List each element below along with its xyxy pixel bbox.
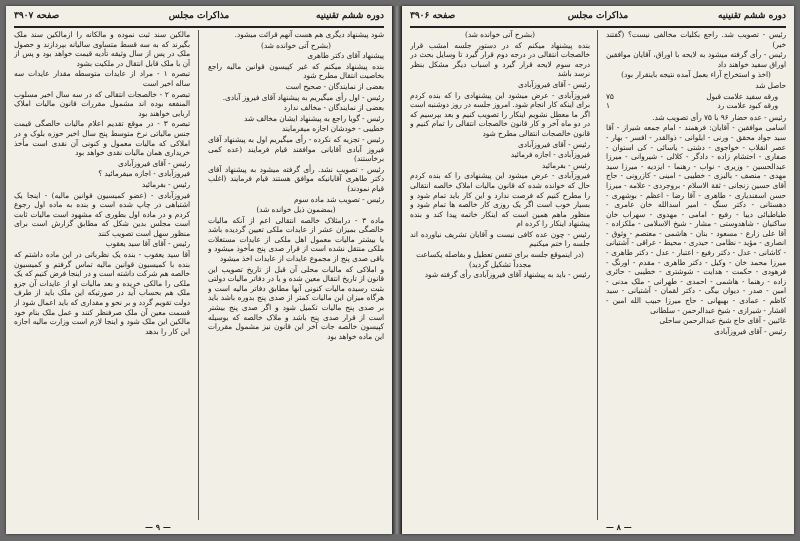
paragraph: فیروزآبادی - (عضو کمیسیون قوانین مالیه) - اینجا یک اشتباهی در چاپ شده است و بنده به ماده اول رجوع کردم و در ماده اول بطوری که مشهود است مالیات ثابت است مجلس بدین شکل که مطابق گزارش است برای منظور سهل است تصویب کنند	[14, 190, 190, 238]
paragraph: بنده پیشنهاد میکنم که غیر کپیسون قوانین مالیه راجع بخاصیت انتقال مطرح شود	[208, 61, 384, 81]
vote-tally	[606, 92, 778, 111]
paragraph: (در اینموقع جلسه برای تنفس تعطیل و بفاصله یکساعت مجدداً تشکیل گردید)	[416, 250, 584, 269]
left-page-left-column	[14, 30, 190, 520]
paragraph: غائبین - آقای حاج شیخ عبدالرحمن ساحلی	[659, 316, 786, 326]
right-page-left-column	[410, 30, 590, 520]
paragraph: رئیس - تصویب شد ماده سوم	[294, 194, 384, 204]
paragraph: بعضی از نمایندگان - صحیح است	[285, 81, 384, 91]
paragraph: تبصره ۱ - مراد از عایدات متوسطه مقدار عایدات سه ساله اخیر است	[14, 69, 190, 88]
left-header-title: مذاکرات مجلس	[168, 11, 230, 21]
paragraph: اسامی موافقین - آقایان: فرهمند - امام جمعه شیراز - آقا سید جواد محقق - ورنی - ایلوانی - ذوالقدر - افسر - بهار - عصر انقلاب - خواجوی - دشتی - یاسائی - کی استوان - صفاری - احتشام زاده - دادگر - کلالی - شیروانی - میرزا عبدالحسین - وزیری - نواب - رهنما - ایزدیه - میرزا سید مهدی - منصف - بالیزی - خطیبی - امینی - کازرونی - حاج آقای حسین زنجانی - ثقة الاسلام - بروجردی - علامه - میرزا حسن اسفندیاری - طاهری - آقا رضا - اعظم - بوشهری - دهستانی - دکتر سنگ - امیر اسدالله خان عامری - طباطبائی دیبا - رفیع - امامی - مهدوی - سهراب خان ساکنیان - شاهدوستی - مشار - شیخ الاسلامی - ملکزاده - آقا علی زارع - مسعود - بنان - هاشمی - معتصم - وثوق - انصاری - مؤید - نظامی - حیدری - محیط - عراقی - آشتیانی - کاشانی - عدل - دکتر رفیع - اعتبار - عدل - دکتر طاهری - میرزا محمد خان - وکیل - دکتر طاهری - مقدم - اورنگ - فرهودی - حکمت - هدایت - شوشتری - خطیبی - حائری زاده - رهنما - هاشمی - احمدی - طهرانی - ملک مدنی - امین - صدر - دیوان بیگی - دکتر لقمان - آشتیانی - سید کاظم - عمادی - بهبهانی - حاج میرزا حبیب الله امین - افشار - شیرازی - شیخ عبدالرحمن - سلطانی	[606, 123, 786, 315]
right-page	[402, 6, 794, 534]
paragraph: حاصل شد	[755, 80, 786, 90]
paragraph: رئیس - عده حضار ۹۶ با ۷۵ رأی تصویب شد.	[652, 112, 786, 122]
paragraph: پیشنهاد آقای دکتر طاهری	[307, 51, 384, 61]
paragraph: رئیس - چون عده کافی نیست و آقایان تشریف نیاورده اند جلسه را ختم میکنیم	[410, 229, 590, 249]
paragraph: و املاکی که مالیات محلی آن قبل از تاریخ تصویب این قانون از تاریخ انتقال معین شده و یا در دفاتر مالیات دولتی بثبت رسیده مالیات کنونی آنها مطابق دفاتر مالیه است و هرگاه میزان این مالیات کمتر از صدی پنج بدوره باشد باید بر صدی پنج مالیات تکمیل شود و اگر صدی پنج بیشتر است از قرار صدی پنج باشد و ملاک خالصه که بوسیله کپیسون خالصه جات آخر این قانون نیز مشمول مقررات این ماده خواهد بود	[208, 264, 384, 341]
left-header-series: دوره ششم تقنینیه	[316, 11, 384, 21]
paragraph: فیروزآبادی - عرض میشود این پیشنهادی را که بنده کردم حال که خوانده شده که قانون مالیات املاک خالصه انتقالی را مطرح کنیم که فرصت ندارد و این کار باید تمام شود و بسیار خوب است اگر یک روزی کار خالصه ها تمام شود و منظور ماهم همین است که اینکار خاتمه پیدا کند و بنده پیشنهاد اینکار را کرده ام	[410, 171, 590, 229]
right-header-page-label: صفحه ۳۹۰۶	[410, 11, 456, 21]
paragraph: (بشرح آتی خوانده شد)	[260, 40, 331, 50]
right-page-right-column	[606, 30, 786, 520]
paragraph: رئیس - آقای فیروزآبادی	[714, 326, 786, 336]
paragraph: رئیس - آقای فیروزآبادی	[518, 139, 590, 149]
paragraph: رئیس - اول رأی میگیریم به پیشنهاد آقای فیروز آبادی.	[222, 92, 384, 102]
paragraph: رئیس - تجزیه که نکرده - رأی میگیریم اول به پیشنهاد آقای فیروز آبادی آقایانی موافقند قیام فرمایند (عده کمی برخاستند)	[208, 134, 384, 164]
right-page-number: — ۸ —	[605, 522, 632, 532]
vote-tally-value: ۷۵	[606, 91, 614, 101]
paragraph: فیروزآبادی - عرض میشود این پیشنهادی را که بنده کردم برای اینکه کار انجام شود. امروز جلسه در روز دوشنبه است اگر ما معطل نشویم اینکار را تصویب کنیم و بعد بپرسیم که در دو ماه آخر و کار قانون خالصجات انتقالی را تمام کنیم و قانون خالصجات انتقالی مطرح شود	[410, 90, 590, 138]
left-page-header	[14, 10, 384, 28]
paragraph: رئیس - آقای فیروزآبادی	[118, 158, 190, 168]
vote-tally-value: ۱	[606, 101, 610, 111]
paragraph: فیروزآبادی - اجازه میفرمائید ؟	[98, 169, 190, 179]
right-page-column-rule	[597, 30, 598, 520]
paragraph: (بشرح آتی خوانده شد)	[464, 30, 535, 39]
paragraph: آقا سید یعقوب - بنده یک نظرباتی در این ماده داشتم که بنده با کمیسیون قوانین مالیه تماس گرفتم و کمیسیون خالصه هم شرکت داشته است و در اینجا فرض کنیم که یک ملکی را مالکی خریده و بعد مالیات او از عایدات آن جزو ملک هم بحساب آید در صورتیکه این ملک باید از طرف دولت تقویم گردد و بر نحو و مقداری که باید اعمال شود از قسمت معین آن ملک صرفنظر کنند و عمل ملک بنام خود مالکین این ملک شود و اینجا لازم است وزارت مالیه اجازه این کار را بدهد	[14, 250, 190, 336]
paragraph: رئیس - تصویب شد. راجع بکلیات مخالفی نیست؟ (گفتند خیر)	[606, 30, 786, 49]
left-page-right-column	[208, 30, 384, 520]
left-header-page-label: صفحه ۳۹۰۷	[14, 11, 60, 21]
paragraph: رئیس - رأی گرفته میشود به لایحه با اوراق، آقایان موافقین اوراق سفید خواهند داد	[606, 50, 786, 69]
paragraph: خطیبی - خودشان اجازه میفرمایند	[281, 124, 384, 134]
right-header-series: دوره ششم تقنینیه	[718, 11, 786, 21]
paragraph: تبصره ۲ - خالصجات انتقالی که در سه سال اخیر مسلوب المنفعه بوده اند مشمول مقررات قانون مالیات املاک اربابی خواهند بود	[14, 89, 190, 118]
vote-tally-label: ورقه کبود علامت رد	[717, 101, 778, 111]
vote-tally-row	[606, 92, 778, 102]
right-page-header	[410, 10, 786, 28]
paragraph: رئیس - بفرمائید	[141, 179, 190, 189]
vote-tally-label: ورقه سفید علامت قبول	[706, 91, 778, 101]
paragraph: شود پیشنهاد دیگری هم هست آنهم قرائت میشود.	[234, 30, 384, 39]
left-page-number: — ۹ —	[144, 522, 171, 532]
paragraph: رئیس - آقای فیروزآبادی	[518, 79, 590, 89]
paragraph: فیروزآبادی - اجازه فرمائید	[510, 150, 590, 160]
paragraph: مالکین سند ثبت نموده و مالکانه را ازمالکین سند ملک بگیرند که به سه قسط متساوی سالیانه بپردازند و حصول ملک در پس از سال وثیقه تأدیه قیمت خواهد بود و پس از آن با ملک قابل انتقال در ملکیت بشود	[14, 30, 190, 68]
left-page	[6, 6, 392, 534]
paragraph: (بمضمون ذیل خوانده شد)	[256, 205, 336, 215]
vote-tally-row	[606, 101, 778, 111]
paragraph: بعضی از نمایندگان - مخالف ندارد	[283, 103, 384, 113]
paragraph: بنده پیشنهاد میکنم که در دستور جلسه امشب قرار خالصجات انتقالی در درجه دوم قرار گیرد تا وسایل بحث در درجه سوم لایحه قرار گیرد و اسباب دیگر مشکل بنظر نرسد باشد	[410, 40, 590, 79]
paragraph: رئیس - آقای آقا سید یعقوب	[105, 239, 190, 249]
left-page-column-rule	[198, 30, 199, 520]
paragraph: رئیس - گویا راجع به پیشنهاد ایشان مخالف شد	[244, 113, 384, 123]
paragraph: ماده ۳ - درامثلاک خالصه انتقالی اعم از آنکه مالیات خالصگی بمیزان عشر از عایدات ملکی تعیین گردیده باشد یا بیشتر مالیات معمول اهل ملکی از عایدات مستغلات ملکی منتقل نشده است از قرار صدی پنج مأخوذ میشود و باقی صدی پنج از مجموع عایدات از عایدات اخذ میشود	[208, 215, 384, 264]
paragraph: (اخذ و استخراج آراء بعمل آمده نتیجه باینقرار بود)	[621, 70, 771, 80]
paragraph: تبصره ۳ - در موقع تقدیم اعلام مالیات خالصگی قیمت جنس مالیاتی نرخ متوسط پنج سال اخیر حوزه بلوک و در املاکی که مالیات معمول و کنونی آن نقدی است مأخذ خریداری همان مالیات نقدی خواهد بود	[14, 119, 190, 158]
paragraph: رئیس - تصویب نشد. رأی گرفته میشود به پیشنهاد آقای دکتر طاهری آقایانیکه موافق هستند قیام فرمایند (اغلب قیام نمودند)	[208, 164, 384, 193]
right-header-title: مذاکرات مجلس	[567, 11, 629, 21]
book-gutter	[392, 6, 402, 534]
paragraph: رئیس - بفرمائید	[541, 160, 590, 170]
paragraph: رئیس - باید به پیشنهاد آقای فیروزآبادی رأی گرفته شود	[424, 270, 590, 280]
